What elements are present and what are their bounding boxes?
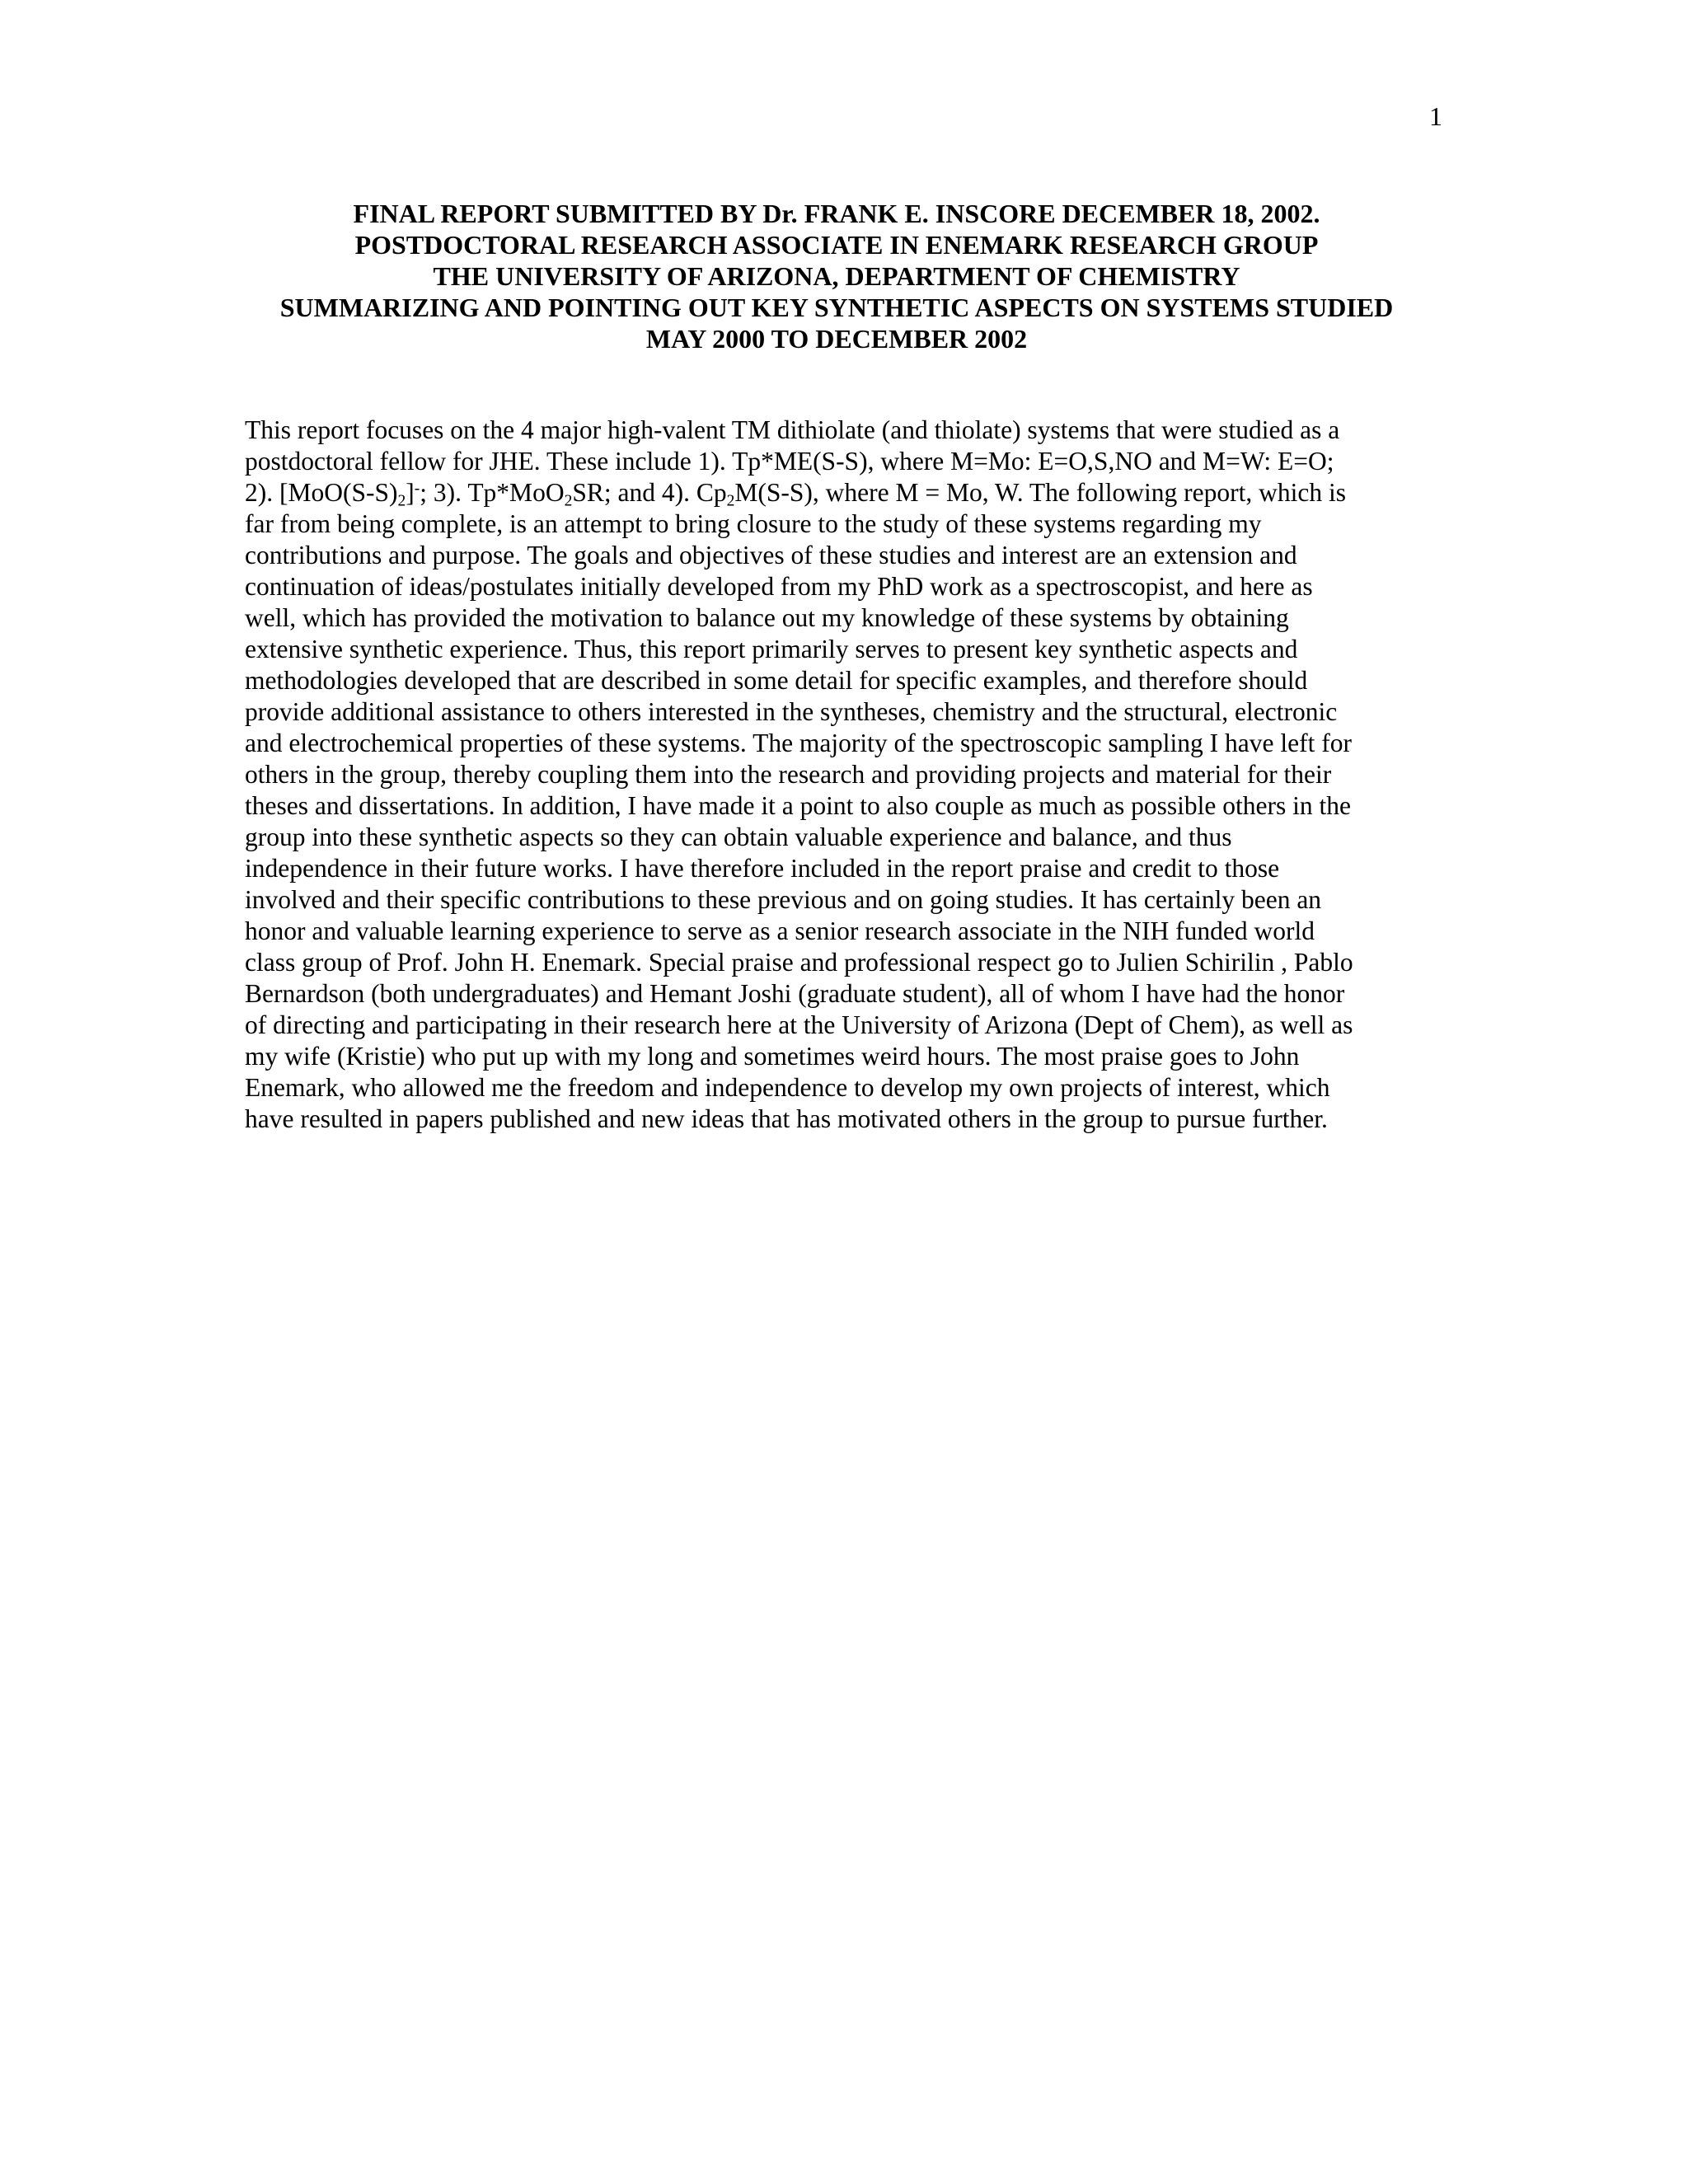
body-line: well, which has provided the motivation to balance out my knowledge of these systems by obtaining	[245, 603, 1289, 632]
body-line: provide additional assistance to others interested in the syntheses, chemistry and the structural, electronic	[245, 697, 1338, 726]
body-line: This report focuses on the 4 major high-valent TM dithiolate (and thiolate) systems that were studied as a	[245, 415, 1340, 444]
body-line: continuation of ideas/postulates initially developed from my PhD work as a spectroscopist, and here as	[245, 572, 1313, 601]
body-line: of directing and participating in their research here at the University of Arizona (Dept of Chem), as well as	[245, 1010, 1353, 1039]
formula-text: SR; and 4). Cp	[572, 478, 727, 507]
report-heading	[231, 198, 1442, 354]
body-line: class group of Prof. John H. Enemark. Special praise and professional respect go to Julien Schirilin , Pablo	[245, 948, 1353, 977]
body-line: Enemark, who allowed me the freedom and independence to develop my own projects of interest, which	[245, 1073, 1330, 1102]
formula-subscript: 2	[726, 492, 735, 510]
body-line: extensive synthetic experience. Thus, this report primarily serves to present key synthetic aspects and	[245, 635, 1298, 663]
formula-subscript: 2	[397, 492, 406, 510]
body-line: and electrochemical properties of these systems. The majority of the spectroscopic sampling I have left for	[245, 729, 1352, 757]
body-line: far from being complete, is an attempt to bring closure to the study of these systems regarding my	[245, 509, 1262, 538]
body-line: contributions and purpose. The goals and objectives of these studies and interest are an extension and	[245, 541, 1297, 569]
heading-subject-line: SUMMARIZING AND POINTING OUT KEY SYNTHETIC ASPECTS ON SYSTEMS STUDIED	[279, 293, 1394, 322]
formula-text: 2). [MoO(S-S)	[245, 478, 398, 507]
formula-text: ; 3). Tp*MoO	[420, 478, 565, 507]
body-line: Bernardson (both undergraduates) and Hemant Joshi (graduate student), all of whom I have had the honor	[245, 979, 1345, 1008]
body-line: have resulted in papers published and new ideas that has motivated others in the group to pursue further.	[245, 1104, 1328, 1133]
body-line: others in the group, thereby coupling them into the research and providing projects and material for their	[245, 760, 1332, 789]
formula-text: M(S-S), where M = Mo, W. The following report, which is	[734, 478, 1346, 507]
body-line: my wife (Kristie) who put up with my long and sometimes weird hours. The most praise goes to John	[245, 1042, 1300, 1071]
body-line: methodologies developed that are described in some detail for specific examples, and therefore should	[245, 666, 1308, 695]
body-line: honor and valuable learning experience to serve as a senior research associate in the NIH funded world	[245, 916, 1315, 945]
body-line: theses and dissertations. In addition, I have made it a point to also couple as much as possible others in the	[245, 791, 1351, 820]
body-line: independence in their future works. I have therefore included in the report praise and credit to those	[245, 854, 1280, 883]
formula-text: ]	[406, 478, 415, 507]
body-line: group into these synthetic aspects so they can obtain valuable experience and balance, and thus	[245, 823, 1232, 851]
heading-period-line: MAY 2000 TO DECEMBER 2002	[645, 324, 1028, 354]
body-line: involved and their specific contributions to these previous and on going studies. It has certainly been an	[245, 885, 1322, 914]
page-number: 1	[1429, 101, 1442, 131]
heading-position-line: POSTDOCTORAL RESEARCH ASSOCIATE IN ENEMARK RESEARCH GROUP	[354, 230, 1319, 260]
heading-institution-line: THE UNIVERSITY OF ARIZONA, DEPARTMENT OF CHEMISTRY	[433, 261, 1240, 291]
heading-title-line: FINAL REPORT SUBMITTED BY Dr. FRANK E. INSCORE DECEMBER 18, 2002.	[353, 199, 1320, 228]
formula-subscript: 2	[564, 492, 573, 510]
report-body-paragraph	[245, 415, 1432, 1135]
body-line: postdoctoral fellow for JHE. These include 1). Tp*ME(S-S), where M=Mo: E=O,S,NO and M=W: E=O;	[245, 447, 1334, 476]
formula-superscript: -	[414, 480, 420, 498]
body-line-formulas	[245, 477, 1432, 509]
